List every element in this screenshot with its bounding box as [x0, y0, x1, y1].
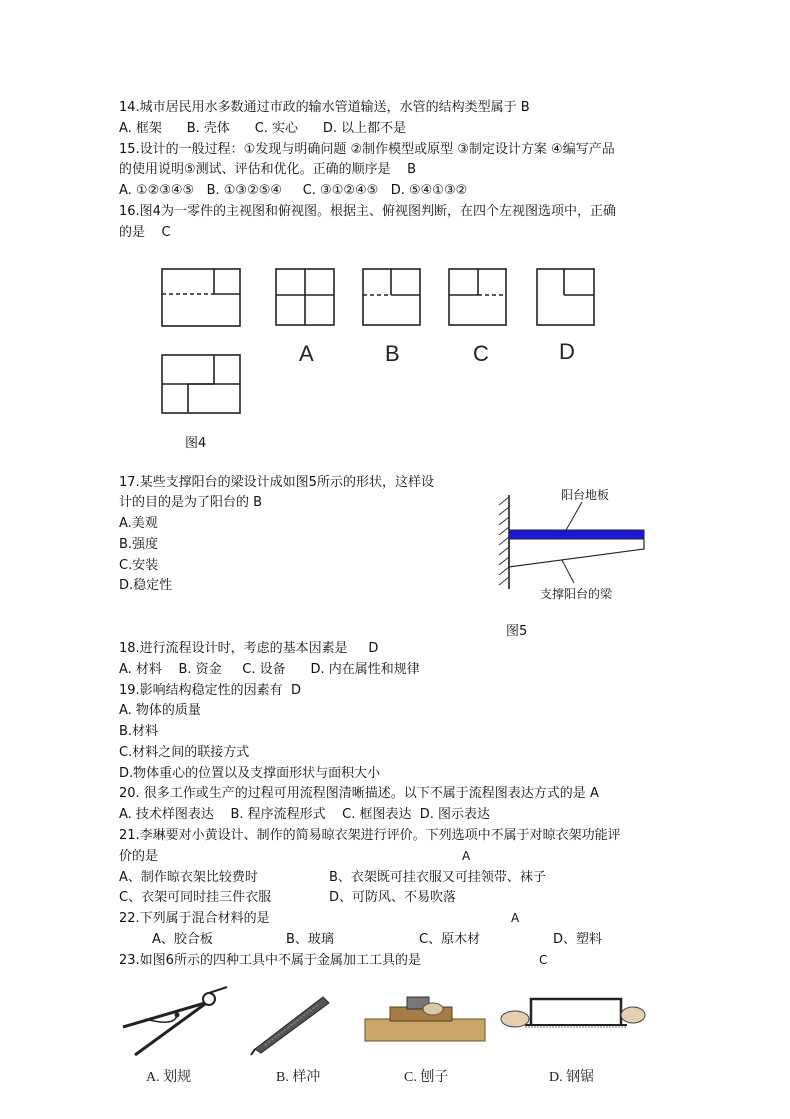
option-a-label: A: [299, 341, 314, 366]
q16-stem-line1: 16.图4为一零件的主视图和俯视图。根据主、俯视图判断，在四个左视图选项中，正确: [119, 204, 616, 219]
q22-option-c: C、原木材: [419, 932, 481, 947]
scriber-compass-icon: [123, 987, 227, 1055]
hacksaw-icon: [501, 999, 645, 1027]
q21-option-b: B、衣架既可挂衣服又可挂领带、袜子: [329, 870, 546, 885]
beam-leader: [562, 560, 574, 583]
center-punch-icon: [251, 997, 329, 1055]
tool-caption-b: B. 样冲: [276, 1070, 321, 1085]
option-a-view: [276, 269, 334, 325]
q21-answer: A: [462, 849, 471, 863]
q23-stem: 23.如图6所示的四种工具中不属于金属加工工具的是: [119, 953, 421, 968]
front-view: [162, 269, 240, 326]
q22-stem: 22.下列属于混合材料的是: [119, 911, 270, 926]
option-d-label: D: [559, 339, 575, 364]
q19-option-a: A. 物体的质量: [119, 703, 201, 718]
tool-caption-a: A. 划规: [146, 1070, 192, 1085]
figure-5-caption: 图5: [506, 624, 528, 639]
q18-options: A. 材料 B. 资金 C. 设备 D. 内在属性和规律: [119, 662, 420, 677]
q17-option-c: C.安装: [119, 558, 159, 573]
option-b-label: B: [385, 341, 400, 366]
q20-stem: 20. 很多工作或生产的过程可用流程图清晰描述。以下不属于流程图表达方式的是 A: [119, 786, 599, 801]
q17-stem-line2: 计的目的是为了阳台的 B: [119, 495, 263, 510]
q17-option-b: B.强度: [119, 537, 159, 552]
q15-options: A. ①②③④⑤ B. ①③②⑤④ C. ③①②④⑤ D. ⑤④①③②: [119, 183, 468, 198]
label-balcony-floor: 阳台地板: [561, 488, 610, 502]
q19-option-b: B.材料: [119, 724, 159, 739]
q21-stem-line1: 21.李琳要对小黄设计、制作的简易晾衣架进行评价。下列选项中不属于对晾衣架功能评: [119, 828, 621, 843]
q14-stem: 14.城市居民用水多数通过市政的输水管道输送，水管的结构类型属于 B: [119, 100, 530, 115]
q17-option-d: D.稳定性: [119, 578, 173, 593]
floor-leader: [565, 502, 582, 532]
tool-caption-d: D. 钢锯: [549, 1070, 595, 1085]
top-view: [162, 355, 240, 413]
q15-stem-line1: 15.设计的一般过程：①发现与明确问题 ②制作模型或原型 ③制定设计方案 ④编写产品: [119, 142, 615, 157]
option-c-label: C: [473, 341, 489, 366]
q22-option-b: B、玻璃: [286, 932, 334, 947]
q17-option-a: A.美观: [119, 516, 158, 531]
q14-options: A. 框架 B. 壳体 C. 实心 D. 以上都不是: [119, 121, 407, 136]
q16-stem-line2: 的是 C: [119, 225, 171, 240]
figure-4-caption: 图4: [185, 436, 207, 451]
q17-stem-line1: 17.某些支撑阳台的梁设计成如图5所示的形状，这样设: [119, 475, 434, 490]
q22-option-d: D、塑料: [553, 932, 603, 947]
q22-option-a: A、胶合板: [152, 932, 213, 947]
figure-6-tools: [115, 985, 655, 1060]
q19-option-d: D.物体重心的位置以及支撑面形状与面积大小: [119, 766, 381, 781]
label-balcony-beam: 支撑阳台的梁: [540, 587, 613, 601]
q21-option-a: A、制作晾衣架比较费时: [119, 870, 258, 885]
q19-stem: 19.影响结构稳定性的因素有 D: [119, 683, 301, 698]
wood-plane-icon: [365, 997, 485, 1041]
q21-option-c: C、衣架可同时挂三件衣服: [119, 890, 272, 905]
q15-stem-line2: 的使用说明⑤测试、评估和优化。正确的顺序是 B: [119, 162, 417, 177]
option-c-view: [449, 269, 506, 325]
balcony-beam: [509, 539, 644, 567]
q21-stem-line2: 价的是: [119, 849, 159, 864]
balcony-floor: [509, 530, 644, 539]
q22-answer: A: [511, 911, 520, 925]
figure-4-views: [150, 258, 600, 428]
q21-option-d: D、可防风、不易吹落: [329, 890, 457, 905]
tool-caption-c: C. 刨子: [404, 1070, 449, 1085]
option-d-view: [537, 269, 594, 325]
q23-answer: C: [539, 953, 548, 967]
q19-option-c: C.材料之间的联接方式: [119, 745, 250, 760]
q18-stem: 18.进行流程设计时，考虑的基本因素是 D: [119, 641, 379, 656]
option-b-view: [363, 269, 420, 325]
wall-hatching: [499, 497, 509, 585]
q20-options: A. 技术样图表达 B. 程序流程形式 C. 框图表达 D. 图示表达: [119, 807, 491, 822]
